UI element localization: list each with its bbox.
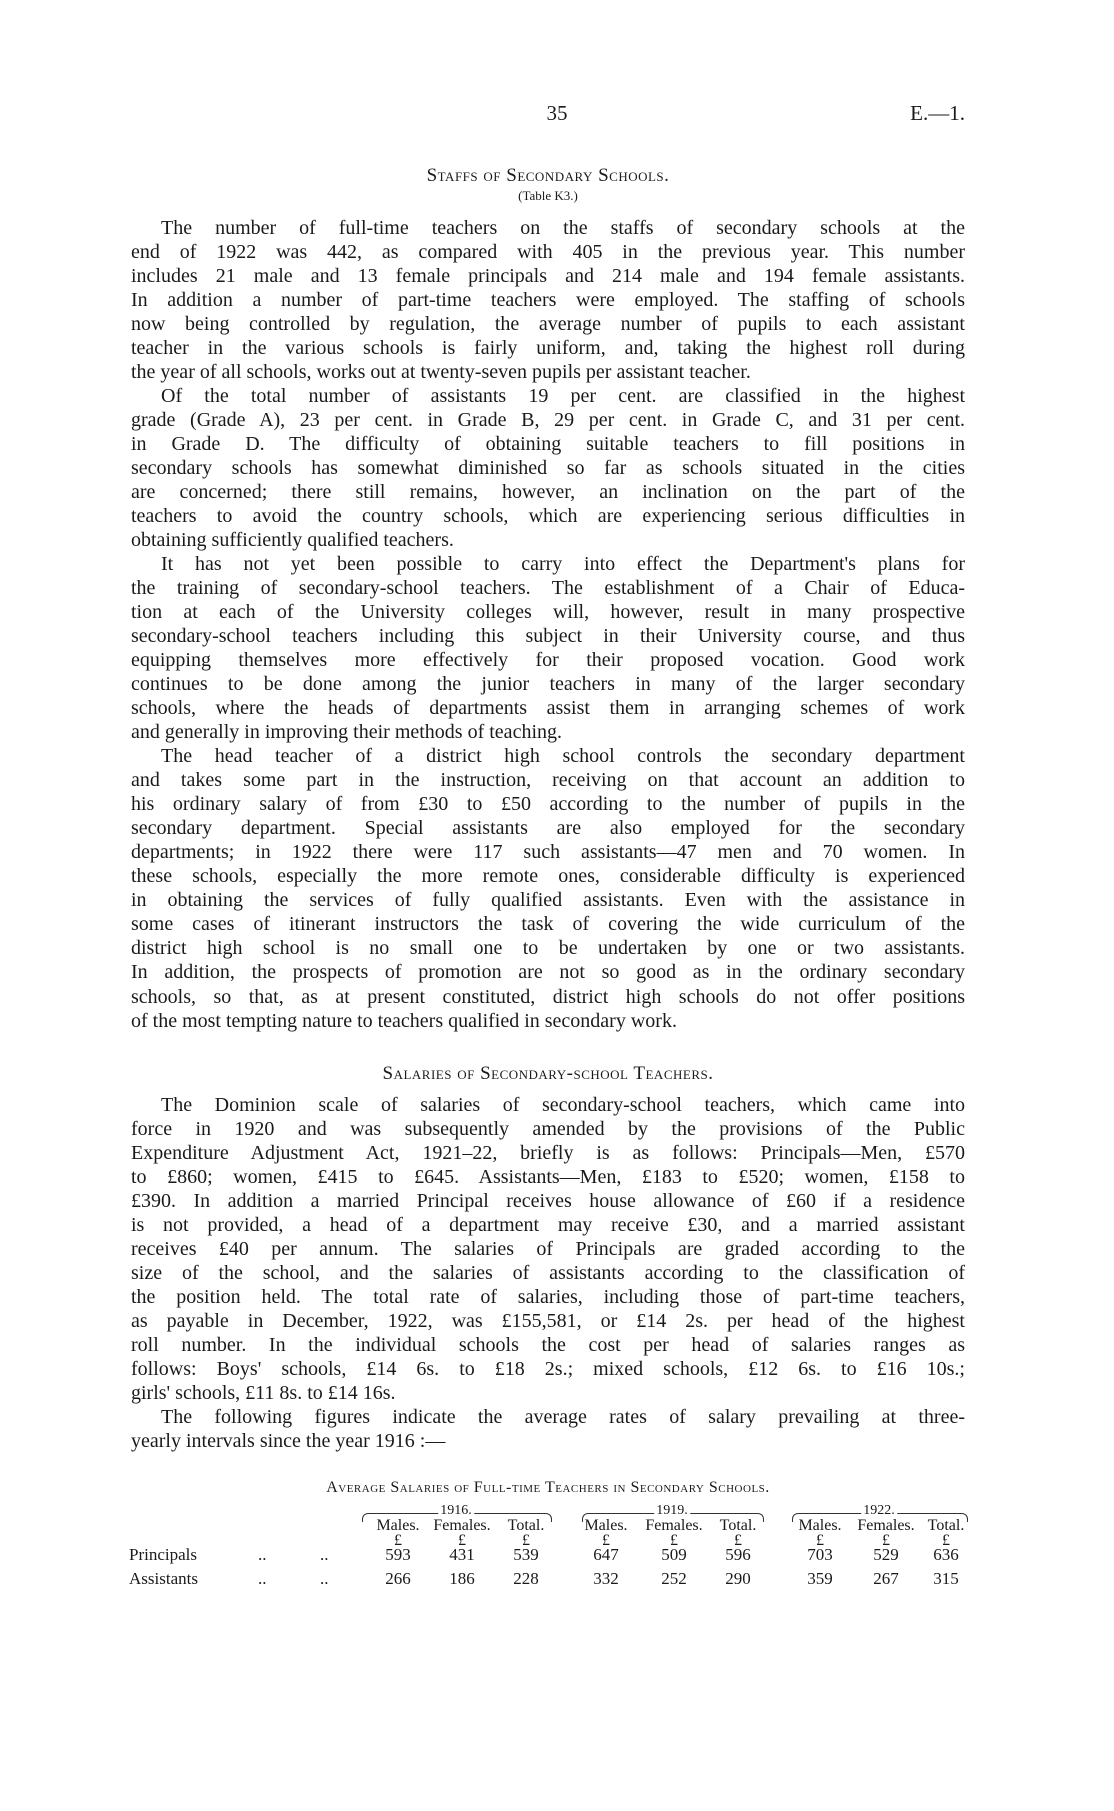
unit-label: £: [882, 1532, 890, 1549]
text-line: teacher in the various schools is fairly uniform, and, taking the highest roll during: [131, 337, 965, 360]
section-title-salaries: Salaries of Secondary-school Teachers.: [382, 1063, 714, 1084]
text-line: now being controlled by regulation, the average number of pupils to each assistant: [131, 313, 965, 336]
text-line: his ordinary salary of from £30 to £50 according to the number of pupils in the: [131, 793, 965, 816]
table-cell: 529: [873, 1545, 899, 1564]
unit-label: £: [602, 1532, 610, 1549]
text-line: obtaining sufficiently qualified teachers.: [131, 529, 454, 552]
text-line: girls' schools, £11 8s. to £14 16s.: [131, 1382, 396, 1405]
column-header: Total.: [507, 1517, 545, 1534]
column-header: Total.: [719, 1517, 757, 1534]
table-cell: 228: [513, 1569, 539, 1588]
text-line: are concerned; there still remains, however, an inclination on the part of the: [131, 481, 965, 504]
text-line: secondary schools has somewhat diminished so far as schools situated in the cities: [131, 457, 965, 480]
text-line: size of the school, and the salaries of assistants according to the classification of: [131, 1262, 965, 1285]
column-header: Females.: [433, 1517, 491, 1534]
table-cell: 290: [725, 1569, 751, 1588]
text-line: includes 21 male and 13 female principals and 214 male and 194 female assistants.: [131, 265, 965, 288]
row-label: Assistants: [129, 1569, 198, 1588]
text-line: in Grade D. The difficulty of obtaining suitable teachers to fill positions in: [131, 433, 965, 456]
table-cell: 647: [593, 1545, 619, 1564]
unit-label: £: [458, 1532, 466, 1549]
table-cell: 315: [933, 1569, 959, 1588]
text-line: roll number. In the individual schools the cost per head of salaries ranges as: [131, 1334, 965, 1357]
text-line: schools, where the heads of departments assist them in arranging schemes of work: [131, 697, 965, 720]
text-line: end of 1922 was 442, as compared with 405 in the previous year. This number: [131, 241, 965, 264]
text-line: receives £40 per annum. The salaries of Principals are graded according to the: [131, 1238, 965, 1261]
table-title: Average Salaries of Full-time Teachers in Secondary Schools.: [326, 1479, 770, 1496]
column-header: Females.: [645, 1517, 703, 1534]
unit-label: £: [734, 1532, 742, 1549]
text-line: grade (Grade A), 23 per cent. in Grade B, 29 per cent. in Grade C, and 31 per cent.: [131, 409, 965, 432]
text-line: these schools, especially the more remote ones, considerable difficulty is experienced: [131, 865, 965, 888]
section-title-staffs: Staffs of Secondary Schools.: [426, 165, 670, 186]
table-cell: 359: [807, 1569, 833, 1588]
leader-dots: ..: [320, 1569, 329, 1588]
leader-dots: ..: [258, 1545, 267, 1564]
text-line: yearly intervals since the year 1916 :—: [131, 1430, 446, 1453]
text-line: It has not yet been possible to carry into effect the Department's plans for: [161, 553, 965, 576]
text-line: of the most tempting nature to teachers qualified in secondary work.: [131, 1009, 677, 1032]
text-line: follows: Boys' schools, £14 6s. to £18 2s.; mixed schools, £12 6s. to £16 10s.;: [131, 1358, 965, 1381]
column-header: Total.: [927, 1517, 965, 1534]
text-line: secondary department. Special assistants are also employed for the secondary: [131, 817, 965, 840]
unit-label: £: [394, 1532, 402, 1549]
leader-dots: ..: [320, 1545, 329, 1564]
column-header: Males.: [584, 1517, 628, 1534]
table-cell: 509: [661, 1545, 687, 1564]
text-line: the year of all schools, works out at twenty-seven pupils per assistant teacher.: [131, 361, 751, 384]
section-subtitle: (Table K3.): [518, 188, 578, 203]
text-line: teachers to avoid the country schools, which are experiencing serious difficulties in: [131, 505, 965, 528]
table-cell: 703: [807, 1545, 833, 1564]
text-line: force in 1920 and was subsequently amended by the provisions of the Public: [131, 1118, 965, 1141]
text-line: schools, so that, as at present constituted, district high schools do not offer positions: [131, 985, 965, 1008]
column-header: Females.: [857, 1517, 915, 1534]
text-line: some cases of itinerant instructors the task of covering the wide curriculum of the: [131, 913, 965, 936]
table-cell: 332: [593, 1569, 619, 1588]
text-line: Expenditure Adjustment Act, 1921–22, briefly is as follows: Principals—Men, £570: [131, 1142, 965, 1165]
text-line: equipping themselves more effectively for their proposed vocation. Good work: [131, 649, 965, 672]
text-line: Of the total number of assistants 19 per cent. are classified in the highest: [161, 385, 965, 408]
text-line: in obtaining the services of fully qualified assistants. Even with the assistance in: [131, 889, 965, 912]
text-line: the position held. The total rate of salaries, including those of part-time teachers,: [131, 1286, 965, 1309]
table-cell: 266: [385, 1569, 411, 1588]
text-line: secondary-school teachers including this subject in their University course, and thus: [131, 625, 965, 648]
text-line: and takes some part in the instruction, receiving on that account an addition to: [131, 769, 965, 792]
row-label: Principals: [129, 1545, 197, 1564]
year-header: 1916.: [440, 1503, 472, 1518]
text-line: departments; in 1922 there were 117 such assistants—47 men and 70 women. In: [131, 841, 965, 864]
text-line: In addition a number of part-time teachers were employed. The staffing of schools: [131, 289, 965, 312]
text-line: continues to be done among the junior teachers in many of the larger secondary: [131, 673, 965, 696]
unit-label: £: [670, 1532, 678, 1549]
unit-label: £: [522, 1532, 530, 1549]
table-cell: 431: [449, 1545, 475, 1564]
text-line: as payable in December, 1922, was £155,581, or £14 2s. per head of the highest: [131, 1310, 965, 1333]
text-line: to £860; women, £415 to £645. Assistants—Men, £183 to £520; women, £158 to: [131, 1166, 965, 1189]
text-line: £390. In addition a married Principal receives house allowance of £60 if a residence: [131, 1190, 965, 1213]
leader-dots: ..: [258, 1569, 267, 1588]
text-line: and generally in improving their methods of teaching.: [131, 721, 562, 744]
text-line: the training of secondary-school teachers. The establishment of a Chair of Educa-: [131, 577, 965, 600]
text-line: The head teacher of a district high school controls the secondary department: [161, 745, 965, 768]
text-line: is not provided, a head of a department may receive £30, and a married assistant: [131, 1214, 965, 1237]
table-cell: 539: [513, 1545, 539, 1564]
page-number: 35: [546, 101, 568, 125]
table-cell: 252: [661, 1569, 687, 1588]
table-cell: 593: [385, 1545, 411, 1564]
text-line: The following figures indicate the average rates of salary prevailing at three-: [161, 1406, 965, 1429]
unit-label: £: [942, 1532, 950, 1549]
table-cell: 636: [933, 1545, 959, 1564]
text-line: The number of full-time teachers on the staffs of secondary schools at the: [161, 217, 965, 239]
text-line: tion at each of the University colleges will, however, result in many prospective: [131, 601, 965, 624]
column-header: Males.: [376, 1517, 420, 1534]
text-line: district high school is no small one to be undertaken by one or two assistants.: [131, 937, 965, 960]
table-cell: 596: [725, 1545, 751, 1564]
table-cell: 267: [873, 1569, 899, 1588]
unit-label: £: [816, 1532, 824, 1549]
table-cell: 186: [449, 1569, 475, 1588]
year-header: 1919.: [656, 1503, 688, 1518]
text-line: In addition, the prospects of promotion are not so good as in the ordinary secondary: [131, 961, 965, 984]
text-line: The Dominion scale of salaries of secondary-school teachers, which came into: [161, 1094, 965, 1116]
document-reference: E.—1.: [910, 101, 965, 125]
column-header: Males.: [798, 1517, 842, 1534]
year-header: 1922.: [863, 1503, 895, 1518]
